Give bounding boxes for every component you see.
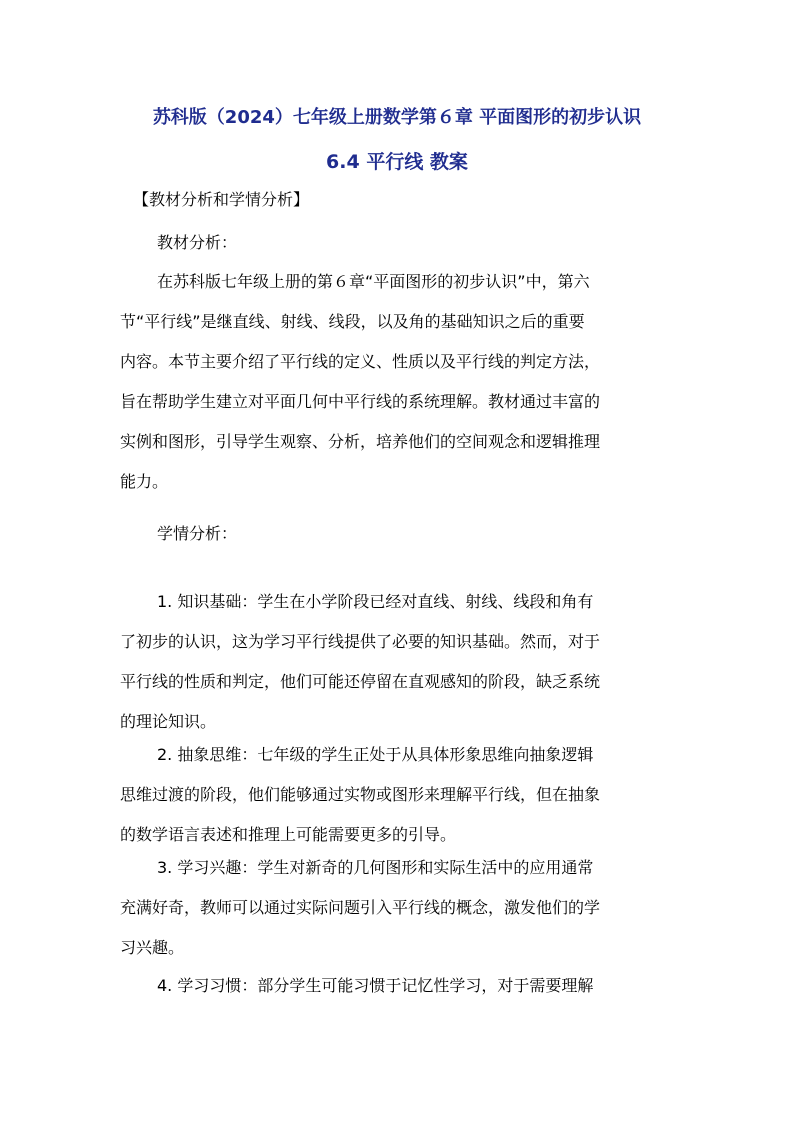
paragraph-line: 4. 学习习惯：部分学生可能习惯于记忆性学习，对于需要理解 [157,976,594,995]
paragraph-line: 的理论知识。 [120,712,217,731]
paragraph-line: 平行线的性质和判定，他们可能还停留在直观感知的阶段，缺乏系统 [120,672,601,691]
paragraph-line: 能力。 [120,472,169,491]
student-analysis-heading: 学情分析： [157,524,238,543]
paragraph-line: 了初步的认识，这为学习平行线提供了必要的知识基础。然而，对于 [120,632,601,651]
paragraph-line: 3. 学习兴趣：学生对新奇的几何图形和实际生活中的应用通常 [157,858,594,877]
paragraph-line: 内容。本节主要介绍了平行线的定义、性质以及平行线的判定方法， [120,352,601,371]
paragraph-line: 的数学语言表述和推理上可能需要更多的引导。 [120,825,457,844]
paragraph-line: 实例和图形，引导学生观察、分析，培养他们的空间观念和逻辑推理 [120,432,601,451]
paragraph-line: 2. 抽象思维：七年级的学生正处于从具体形象思维向抽象逻辑 [157,745,594,764]
paragraph-line: 旨在帮助学生建立对平面几何中平行线的系统理解。教材通过丰富的 [120,392,601,411]
paragraph-line: 节“平行线”是继直线、射线、线段，以及角的基础知识之后的重要 [120,312,585,331]
student-analysis-item-3 [120,848,680,968]
student-analysis-item-1 [120,582,680,742]
textbook-analysis-paragraph [120,262,680,502]
paragraph-line: 习兴趣。 [120,938,185,957]
lesson-title: 6.4 平行线 教案 [326,151,468,173]
paragraph-line: 思维过渡的阶段，他们能够通过实物或图形来理解平行线，但在抽象 [120,785,601,804]
textbook-analysis-heading: 教材分析： [157,233,238,252]
student-analysis-item-4 [120,966,680,1006]
paragraph-line: 1. 知识基础：学生在小学阶段已经对直线、射线、线段和角有 [157,592,594,611]
section-label: 【教材分析和学情分析】 [133,190,310,209]
document-title: 苏科版（2024）七年级上册数学第６章 平面图形的初步认识 [152,107,642,128]
student-analysis-item-2 [120,735,680,855]
paragraph-line: 在苏科版七年级上册的第６章“平面图形的初步认识”中，第六 [157,272,590,291]
paragraph-line: 充满好奇，教师可以通过实际问题引入平行线的概念，激发他们的学 [120,898,601,917]
